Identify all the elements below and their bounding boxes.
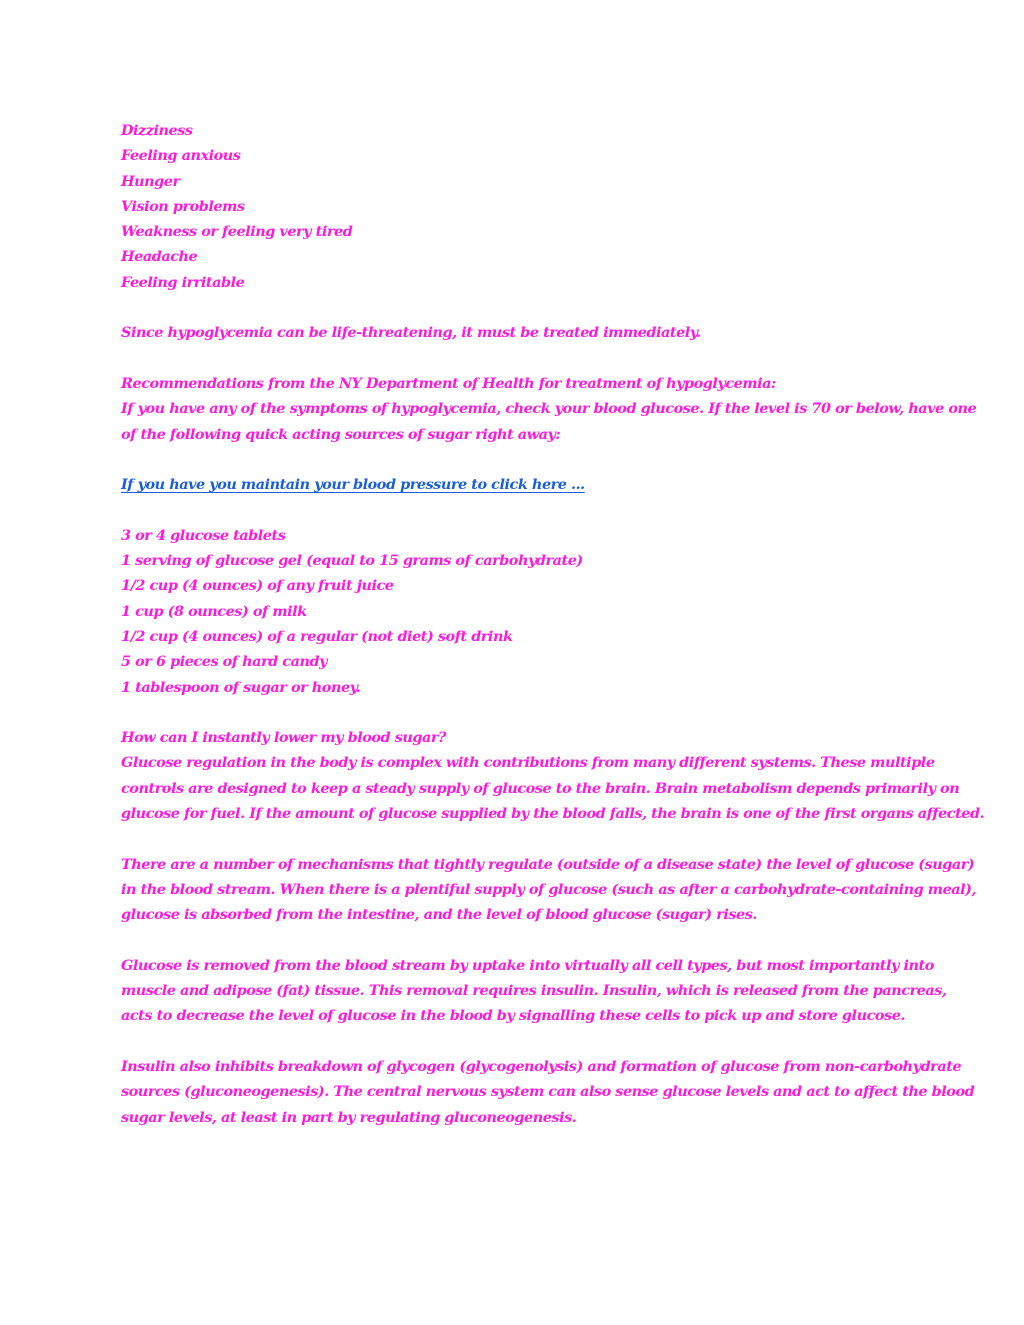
paragraph-line: acts to decrease the level of glucose in the blood by signalling these cells to pick up and store glucose.	[121, 1007, 905, 1025]
list-item: 1 tablespoon of sugar or honey.	[121, 678, 361, 696]
paragraph-line: sugar levels, at least in part by regulating gluconeogenesis.	[121, 1108, 577, 1126]
blood-pressure-link[interactable]: If you have you maintain your blood pressure to click here ...	[121, 476, 585, 494]
question-heading: How can I instantly lower my blood sugar?	[121, 729, 446, 747]
paragraph-line: Glucose is removed from the blood stream by uptake into virtually all cell types, but most importantly into	[121, 956, 934, 974]
paragraph-line: sources (gluconeogenesis). The central nervous system can also sense glucose levels and act to affect the blood	[121, 1083, 975, 1101]
insulin-paragraph	[121, 1054, 975, 1130]
spacer	[121, 826, 911, 851]
list-item: Hunger	[121, 172, 180, 190]
spacer	[121, 1029, 911, 1054]
sugar-source-list	[121, 523, 911, 700]
spacer	[121, 295, 911, 320]
paragraph-line: glucose for fuel. If the amount of glucose supplied by the blood falls, the brain is one of the first organs affected.	[121, 805, 985, 823]
spacer	[121, 700, 911, 725]
list-item: 1/2 cup (4 ounces) of any fruit juice	[121, 577, 394, 595]
paragraph-line: in the blood stream. When there is a plentiful supply of glucose (such as after a carbohydrate-containing meal),	[121, 880, 977, 898]
paragraph-line: controls are designed to keep a steady supply of glucose to the brain. Brain metabolism depends primarily on	[121, 779, 960, 797]
recommendations-paragraph	[121, 371, 977, 447]
paragraph-line: glucose is absorbed from the intestine, and the level of blood glucose (sugar) rises.	[121, 906, 757, 924]
lower-sugar-paragraph	[121, 725, 985, 826]
list-item: Headache	[121, 248, 198, 266]
blood-pressure-link-row	[121, 472, 911, 497]
list-item: Feeling anxious	[121, 147, 241, 165]
paragraph-line: muscle and adipose (fat) tissue. This removal requires insulin. Insulin, which is released from the pancreas,	[121, 982, 947, 1000]
document-body	[121, 118, 985, 1130]
spacer	[121, 346, 911, 371]
list-item: 5 or 6 pieces of hard candy	[121, 653, 328, 671]
paragraph-line: Insulin also inhibits breakdown of glycogen (glycogenolysis) and formation of glucose from non-carbohydrate	[121, 1057, 962, 1075]
paragraph-line: Glucose regulation in the body is complex with contributions from many different systems. These multiple	[121, 754, 935, 772]
warning-text: Since hypoglycemia can be life-threatening, it must be treated immediately.	[121, 324, 701, 342]
list-item: Weakness or feeling very tired	[121, 223, 353, 241]
symptom-list	[121, 118, 911, 295]
mechanisms-paragraph	[121, 852, 977, 928]
list-item: 3 or 4 glucose tablets	[121, 526, 286, 544]
list-item: Dizziness	[121, 122, 193, 139]
spacer	[121, 447, 911, 472]
list-item: Vision problems	[121, 197, 245, 215]
spacer	[121, 497, 911, 522]
list-item: 1 serving of glucose gel (equal to 15 grams of carbohydrate)	[121, 552, 583, 570]
list-item: 1/2 cup (4 ounces) of a regular (not diet) soft drink	[121, 627, 513, 645]
list-item: Feeling irritable	[121, 273, 245, 291]
paragraph-line: There are a number of mechanisms that tightly regulate (outside of a disease state) the level of glucose (sugar)	[121, 855, 975, 873]
list-item: 1 cup (8 ounces) of milk	[121, 602, 307, 620]
paragraph-line: of the following quick acting sources of sugar right away:	[121, 425, 561, 443]
removal-paragraph	[121, 953, 947, 1029]
recommendations-heading: Recommendations from the NY Department of Health for treatment of hypoglycemia:	[121, 374, 776, 392]
paragraph-line: If you have any of the symptoms of hypoglycemia, check your blood glucose. If the level is 70 or below, have one	[121, 400, 977, 418]
spacer	[121, 928, 911, 953]
